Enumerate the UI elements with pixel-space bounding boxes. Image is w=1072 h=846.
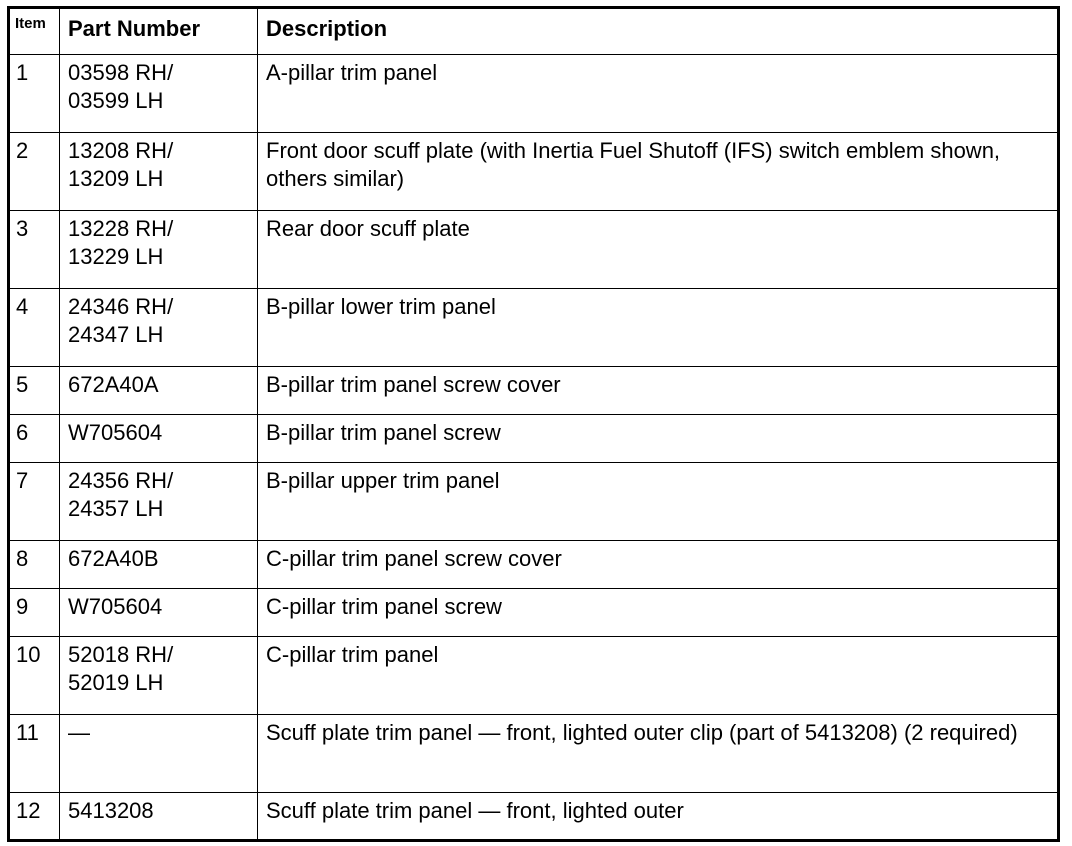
part-number: W705604	[68, 594, 163, 619]
cell-description	[258, 541, 1059, 589]
cell-description	[258, 211, 1059, 289]
table-row	[9, 463, 1059, 541]
table-row	[9, 793, 1059, 841]
cell-item	[9, 715, 60, 793]
cell-part-number	[60, 133, 258, 211]
item-number: 2	[16, 138, 29, 163]
part-number: 52018 RH/ 52019 LH	[68, 642, 174, 695]
description: Front door scuff plate (with Inertia Fuel Shutoff (IFS) switch emblem shown, others similar)	[266, 138, 1001, 191]
cell-part-number	[60, 289, 258, 367]
item-number: 12	[16, 798, 41, 823]
part-number: —	[68, 720, 90, 745]
cell-description	[258, 367, 1059, 415]
cell-part-number	[60, 211, 258, 289]
part-number: 672A40B	[68, 546, 159, 571]
table-row	[9, 367, 1059, 415]
item-number: 10	[16, 642, 41, 667]
cell-item	[9, 367, 60, 415]
cell-part-number	[60, 793, 258, 841]
cell-item	[9, 541, 60, 589]
item-number: 6	[16, 420, 29, 445]
cell-item	[9, 133, 60, 211]
header-description: Description	[258, 8, 1059, 55]
table-row	[9, 211, 1059, 289]
cell-description	[258, 589, 1059, 637]
part-number: 5413208	[68, 798, 154, 823]
cell-part-number	[60, 367, 258, 415]
table-row	[9, 637, 1059, 715]
table-row	[9, 541, 1059, 589]
item-number: 3	[16, 216, 29, 241]
cell-item	[9, 211, 60, 289]
cell-item	[9, 637, 60, 715]
cell-part-number	[60, 415, 258, 463]
cell-description	[258, 793, 1059, 841]
description: C-pillar trim panel	[266, 642, 439, 667]
part-number: 13228 RH/ 13229 LH	[68, 216, 174, 269]
description: B-pillar upper trim panel	[266, 468, 500, 493]
cell-part-number	[60, 541, 258, 589]
part-number: W705604	[68, 420, 163, 445]
part-number: 03598 RH/ 03599 LH	[68, 60, 174, 113]
cell-part-number	[60, 55, 258, 133]
item-number: 1	[16, 60, 29, 85]
part-number: 24356 RH/ 24357 LH	[68, 468, 174, 521]
item-number: 4	[16, 294, 29, 319]
parts-table	[7, 6, 1060, 842]
description: A-pillar trim panel	[266, 60, 438, 85]
cell-item	[9, 793, 60, 841]
cell-description	[258, 55, 1059, 133]
cell-part-number	[60, 589, 258, 637]
description: B-pillar lower trim panel	[266, 294, 496, 319]
header-item: Item	[9, 8, 60, 55]
part-number: 13208 RH/ 13209 LH	[68, 138, 174, 191]
item-number: 11	[16, 720, 39, 745]
cell-description	[258, 415, 1059, 463]
table-row	[9, 133, 1059, 211]
cell-item	[9, 463, 60, 541]
description: Scuff plate trim panel — front, lighted outer clip (part of 5413208) (2 required)	[266, 720, 1018, 745]
part-number: 24346 RH/ 24347 LH	[68, 294, 174, 347]
description: B-pillar trim panel screw	[266, 420, 501, 445]
cell-item	[9, 415, 60, 463]
table-row	[9, 289, 1059, 367]
header-part-number: Part Number	[60, 8, 258, 55]
cell-part-number	[60, 715, 258, 793]
cell-part-number	[60, 463, 258, 541]
description: C-pillar trim panel screw cover	[266, 546, 562, 571]
item-number: 8	[16, 546, 29, 571]
table-row	[9, 55, 1059, 133]
description: Rear door scuff plate	[266, 216, 470, 241]
item-number: 9	[16, 594, 29, 619]
description: C-pillar trim panel screw	[266, 594, 502, 619]
item-number: 5	[16, 372, 29, 397]
item-number: 7	[16, 468, 29, 493]
cell-item	[9, 589, 60, 637]
header-row	[9, 8, 1059, 55]
table-row	[9, 415, 1059, 463]
cell-item	[9, 55, 60, 133]
cell-description	[258, 289, 1059, 367]
cell-description	[258, 715, 1059, 793]
cell-description	[258, 463, 1059, 541]
cell-item	[9, 289, 60, 367]
table-row	[9, 589, 1059, 637]
cell-description	[258, 133, 1059, 211]
cell-part-number	[60, 637, 258, 715]
description: B-pillar trim panel screw cover	[266, 372, 561, 397]
description: Scuff plate trim panel — front, lighted outer	[266, 798, 684, 823]
part-number: 672A40A	[68, 372, 159, 397]
cell-description	[258, 637, 1059, 715]
table-row	[9, 715, 1059, 793]
